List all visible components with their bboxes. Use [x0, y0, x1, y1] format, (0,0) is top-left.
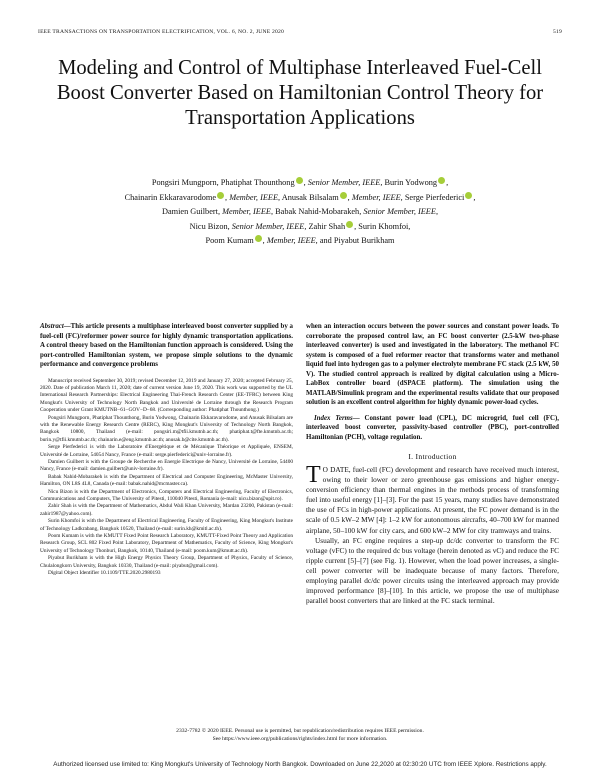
abstract-continued: when an interaction occurs between the power sources and constant power loads. To corroborate the proposed control law, an FC boost converter (2.5-kW two-phase interleaved converter) is used and investigated in the laboratory. The methanol FC system is composed of a fuel reformer reactor that transforms water and methanol liquid fuel into hydrogen gas to a polymer electrolyte membrane FC stack (2.5 kW, 50 V). The studied control approach is realized by digital calculation using a Micro-LabBox controller board (dSPACE platform). The simulation using the MATLAB/Simulink program and the experimental results validate that our proposed solution is an excellent control algorithm for highly dynamic power-load cycles. — [306, 323, 559, 406]
footnote: Zahir Shah is with the Department of Mathematics, Abdul Wali Khan University, Mardan 23200, Pakistan (e-mail: zahir1987@yahoo.com). — [40, 503, 293, 517]
footnote: Pongsiri Mungporn, Phatiphat Thounthong, Burin Yodwong, Chainarin Ekkaravarodome, and Anusak Bilsalam are with the Renewable Energy Research Centre (RERC), King Mongkut's University of Technology North Bangkok, Bangkok 10800, Thailand (e-mail: pongsiri.m@tfii.kmutnb.ac.th; phatiphat.t@fte.kmutnb.ac.th; burin.y@tfii.kmutnb.ac.th; chainarin.e@eng.kmutnb.ac.th; anusak.b@cite.kmutnb.ac.th). — [40, 414, 293, 443]
orcid-icon[interactable] — [346, 221, 353, 228]
journal-name: IEEE TRANSACTIONS ON TRANSPORTATION ELECTRIFICATION, VOL. 6, NO. 2, JUNE 2020 — [38, 29, 284, 35]
copyright-notice: 2332-7782 © 2020 IEEE. Personal use is permitted, but republication/redistribution requires IEEE permission. See https://www.ieee.org/publications/rights/index.html for more information. — [40, 727, 560, 743]
author-list — [40, 176, 560, 249]
drop-cap: T — [306, 462, 321, 488]
author-line: Poom Kumam , Member, IEEE, and Piyabut Burikham — [205, 236, 395, 246]
paper-title: Modeling and Control of Multiphase Interleaved Fuel-Cell Boost Converter Based on Hamiltonian Control Theory for Transportation Applications — [56, 57, 544, 129]
abstract-text: —This article presents a multiphase interleaved boost converter supplied by a fuel-cell (FC)/reformer power source for highly dynamic transportation applications. A control theory based on the Hamiltonian function approach is considered. Using the port-controlled Hamiltonian system, we propose simple solutions to the dynamic performance and convergence problems — [40, 323, 293, 368]
footnotes — [40, 378, 293, 578]
abstract — [40, 322, 293, 370]
introduction-body — [306, 462, 559, 606]
footnote: Serge Pierfederici is with the Laboratoire d'Energétique et de Mécanique Théorique et Appliquée, ENSEM, Université de Lorraine, 54054 Nancy, France (e-mail: serge.pierfederici@univ-lorraine.fr). — [40, 444, 293, 458]
footnote: Surin Khomfoi is with the Department of Electrical Engineering, Faculty of Engineering, King Mongkut's Institute of Technology Ladkrabang, Bangkok 10520, Thailand (e-mail: surin.kh@kmitl.ac.th). — [40, 518, 293, 532]
orcid-icon[interactable] — [438, 177, 445, 184]
paragraph: Usually, an FC engine requires a step-up dc/dc converter to transform the FC voltage (vFC) to the required dc bus voltage (herein denoted as vC) and reduce the FC ripple current [5]–[7] (see Fig. 1). However, when the load power increases, a single-cell power converter will be inadequate because of many factors. Therefore, employing parallel dc/dc power circuits using the interleaved approach may provide improved performance [8]–[10]. In this article, we propose the use of multiphase parallel boost converters that are linked at the FC stack terminal. — [306, 535, 559, 606]
index-terms-label: Index Terms — [314, 414, 353, 422]
footnote: Babak Nahid-Mobarakeh is with the Department of Electrical and Computer Engineering, McMaster University, Hamilton, ON L8S 4L8, Canada (e-mail: babak.nahid@mcmaster.ca). — [40, 473, 293, 488]
footnote: Damien Guilbert is with the Groupe de Recherche en Energie Electrique de Nancy, Université de Lorraine, 54400 Nancy, France (e-mail: damien.guilbert@univ-lorraine.fr). — [40, 458, 293, 473]
index-terms — [306, 414, 559, 443]
footnote: Nicu Bizon is with the Department of Electronics, Computers and Electrical Engineering, Faculty of Electronics, Communications and Computers, The University of Pitesti, 110040 Pitesti, Romania (e-mail: nicu.bizon@upit.ro). — [40, 488, 293, 502]
author-line: Damien Guilbert, Member, IEEE, Babak Nahid-Mobarakeh, Senior Member, IEEE, — [161, 207, 439, 217]
author-line: Nicu Bizon, Senior Member, IEEE, Zahir Shah , Surin Khomfoi, — [189, 221, 411, 231]
author-line: Chainarin Ekkaravarodome , Member, IEEE, Anusak Bilsalam , Member, IEEE, Serge Pierfederici , — [124, 192, 476, 202]
author-line: Pongsiri Mungporn, Phatiphat Thounthong , Senior Member, IEEE, Burin Yodwong , — [151, 178, 449, 187]
index-terms-text: — Constant power load (CPL), DC microgrid, fuel cell (FC), interleaved boost converter, passivity-based controller (PBC), port-controlled Hamiltonian (PCH), voltage regulation. — [306, 414, 559, 441]
footnote: Piyabut Burikham is with the High Energy Physics Theory Group, Department of Physics, Faculty of Science, Chulalongkorn University, Bangkok 10330, Thailand (e-mail: piyabut@gmail.com). — [40, 555, 293, 569]
download-notice: Authorized licensed use limited to: King Mongkut's University of Technology North Bangkok. Downloaded on June 22,2020 at 02:30:20 UTC from IEEE Xplore. Restrictions apply. — [53, 761, 547, 768]
orcid-icon[interactable] — [340, 192, 347, 199]
orcid-icon[interactable] — [296, 177, 303, 184]
rights-link[interactable]: See https://www.ieee.org/publications/rights/index.html for more information. — [212, 736, 388, 742]
orcid-icon[interactable] — [217, 192, 224, 199]
orcid-icon[interactable] — [255, 235, 262, 242]
left-column — [40, 322, 293, 577]
orcid-icon[interactable] — [465, 192, 472, 199]
abstract-label: Abstract — [40, 323, 64, 330]
page-number: 519 — [553, 29, 562, 35]
footnote-doi[interactable]: Digital Object Identifier 10.1109/TTE.2020.2980193 — [48, 570, 161, 577]
footnote: Poom Kumam is with the KMUTT Fixed Point Research Laboratory, KMUTT-Fixed Point Theory and Application Research Group, SCL 802 Fixed Point Laboratory, Department of Mathematics, Faculty of Science, King Mongkut's University of Technology Thonburi, Bangkok, 10140, Thailand (e-mail: poom.kum@kmutt.ac.th). — [40, 533, 293, 554]
section-heading: I. Introduction — [408, 452, 457, 461]
right-column — [306, 322, 559, 606]
running-header — [38, 29, 562, 35]
footnote: Manuscript received September 30, 2019; revised December 12, 2019 and January 27, 2020; accepted February 25, 2020. Date of publication March 11, 2020; date of current version June 19, 2020. This work was supported by the UL International Research Partnerships: Electrical Engineering Thai-French Research Center (EE-TFRC) between King Mongkut's University of Technology North Bangkok and Université de Lorraine through the Research Program Cooperation under Grant KMUTNB−61−GOV−D−68. (Corresponding author: Phatiphat Thounthong.) — [40, 377, 293, 414]
paragraph: T O DATE, fuel-cell (FC) development and research have received much interest, owing to their lower or zero greenhouse gas emissions and higher energy-conversion efficiency than thermal engines in the methods process of transforming fuel into useful energy [1]–[3]. For the past 15 years, many studies have demonstrated the use of FCs in high-power applications. At present, the FC power demand is in the scale of 0.5 kW–2 MW [4]: 1–2 kW for autonomous aircrafts, 40–700 kW for manned airplane, 50–100 kW for city cars, and 600 kW–2 MW for city tramways and trains. — [306, 462, 559, 535]
